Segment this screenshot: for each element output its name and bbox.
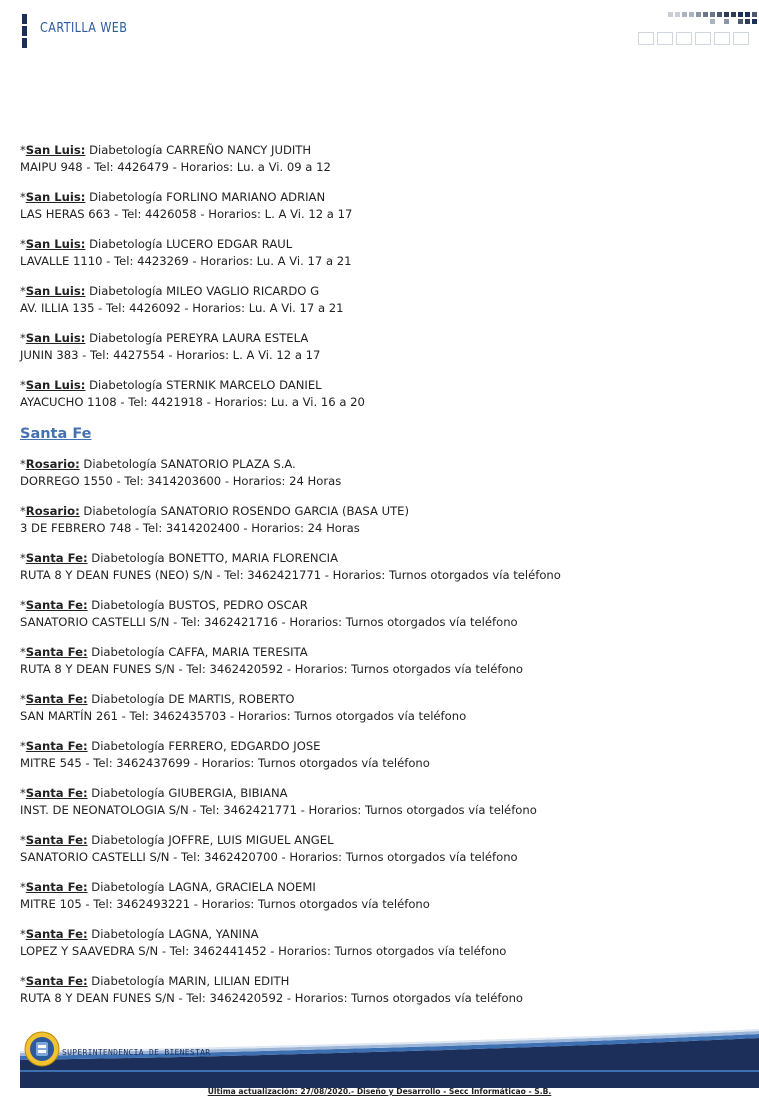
entry-city: Santa Fe: [25, 974, 88, 988]
entry-detail: LAS HERAS 663 - Tel: 4426058 - Horarios: L. A Vi. 12 a 17 [20, 207, 353, 221]
entry-city: San Luis: [25, 237, 86, 251]
entry-detail: LAVALLE 1110 - Tel: 4423269 - Horarios: Lu. A Vi. 17 a 21 [20, 254, 352, 268]
institution-seal-icon [24, 1031, 60, 1067]
entry-description: Diabetología PEREYRA LAURA ESTELA [89, 331, 309, 345]
header-accent-bar [22, 14, 27, 48]
directory-list [20, 142, 740, 1020]
list-item [20, 973, 740, 1007]
list-item [20, 142, 740, 176]
page-title: CARTILLA WEB [40, 21, 128, 36]
list-item [20, 377, 740, 411]
entry-description: Diabetología SANATORIO PLAZA S.A. [83, 457, 296, 471]
entry-detail: INST. DE NEONATOLOGIA S/N - Tel: 3462421771 - Horarios: Turnos otorgados vía teléfono [20, 803, 537, 817]
entry-city: San Luis: [25, 143, 86, 157]
entry-description: Diabetología LAGNA, YANINA [91, 927, 259, 941]
entry-heading: *Rosario: Diabetología SANATORIO ROSENDO GARCIA (BASA UTE) [20, 504, 409, 518]
list-item [20, 456, 740, 490]
footer-update-note: Última actualización: 27/08/2020.- Diseño y Desarrollo - Secc Informáticao - S.B. [207, 1087, 552, 1096]
entry-heading: *Santa Fe: Diabetología GIUBERGIA, BIBIANA [20, 786, 288, 800]
entry-heading: *San Luis: Diabetología LUCERO EDGAR RAUL [20, 237, 293, 251]
entry-city: San Luis: [25, 284, 86, 298]
list-item [20, 503, 740, 537]
entry-detail: JUNIN 383 - Tel: 4427554 - Horarios: L. A Vi. 12 a 17 [20, 348, 321, 362]
list-item [20, 550, 740, 584]
entry-detail: SAN MARTÍN 261 - Tel: 3462435703 - Horarios: Turnos otorgados vía teléfono [20, 709, 467, 723]
entry-heading: *Santa Fe: Diabetología CAFFA, MARIA TERESITA [20, 645, 308, 659]
entry-description: Diabetología GIUBERGIA, BIBIANA [91, 786, 288, 800]
entry-description: Diabetología JOFFRE, LUIS MIGUEL ANGEL [91, 833, 334, 847]
entry-detail: 3 DE FEBRERO 748 - Tel: 3414202400 - Horarios: 24 Horas [20, 521, 360, 535]
entry-city: Santa Fe: [25, 739, 88, 753]
header-pattern-logo [638, 12, 758, 46]
entry-detail: MITRE 545 - Tel: 3462437699 - Horarios: Turnos otorgados vía teléfono [20, 756, 430, 770]
list-item [20, 189, 740, 223]
list-item [20, 691, 740, 725]
entry-detail: MITRE 105 - Tel: 3462493221 - Horarios: Turnos otorgados vía teléfono [20, 897, 430, 911]
entry-description: Diabetología CAFFA, MARIA TERESITA [91, 645, 308, 659]
entry-detail: AV. ILLIA 135 - Tel: 4426092 - Horarios: Lu. A Vi. 17 a 21 [20, 301, 344, 315]
entry-detail: RUTA 8 Y DEAN FUNES S/N - Tel: 3462420592 - Horarios: Turnos otorgados vía teléfono [20, 662, 524, 676]
entry-heading: *Santa Fe: Diabetología MARIN, LILIAN EDITH [20, 974, 290, 988]
entry-heading: *San Luis: Diabetología PEREYRA LAURA ESTELA [20, 331, 309, 345]
footer-brand: SUPERINTENDENCIA DE BIENESTAR [62, 1048, 211, 1057]
entry-description: Diabetología LUCERO EDGAR RAUL [89, 237, 293, 251]
entry-description: Diabetología SANATORIO ROSENDO GARCIA (BASA UTE) [83, 504, 409, 518]
list-item [20, 597, 740, 631]
entry-description: Diabetología CARREÑO NANCY JUDITH [89, 143, 312, 157]
section-heading: Santa Fe [20, 426, 92, 442]
entry-description: Diabetología DE MARTIS, ROBERTO [91, 692, 295, 706]
entry-city: Santa Fe: [25, 833, 88, 847]
entry-heading: *Santa Fe: Diabetología LAGNA, YANINA [20, 927, 259, 941]
entry-heading: *Santa Fe: Diabetología JOFFRE, LUIS MIGUEL ANGEL [20, 833, 334, 847]
entry-detail: DORREGO 1550 - Tel: 3414203600 - Horarios: 24 Horas [20, 474, 342, 488]
entry-city: San Luis: [25, 331, 86, 345]
entry-heading: *Santa Fe: Diabetología DE MARTIS, ROBERTO [20, 692, 295, 706]
entry-heading: *Santa Fe: Diabetología BUSTOS, PEDRO OSCAR [20, 598, 308, 612]
entry-city: Rosario: [25, 457, 80, 471]
entry-city: San Luis: [25, 190, 86, 204]
entry-heading: *San Luis: Diabetología MILEO VAGLIO RICARDO G [20, 284, 320, 298]
entry-city: Santa Fe: [25, 645, 88, 659]
entry-city: Santa Fe: [25, 880, 88, 894]
entry-heading: *San Luis: Diabetología CARREÑO NANCY JUDITH [20, 143, 312, 157]
entry-description: Diabetología MILEO VAGLIO RICARDO G [89, 284, 320, 298]
list-item [20, 926, 740, 960]
entry-detail: SANATORIO CASTELLI S/N - Tel: 3462420700 - Horarios: Turnos otorgados vía teléfono [20, 850, 518, 864]
entry-city: Santa Fe: [25, 551, 88, 565]
list-item [20, 832, 740, 866]
entry-city: Santa Fe: [25, 692, 88, 706]
list-item [20, 738, 740, 772]
entry-detail: RUTA 8 Y DEAN FUNES S/N - Tel: 3462420592 - Horarios: Turnos otorgados vía teléfono [20, 991, 524, 1005]
entry-detail: MAIPU 948 - Tel: 4426479 - Horarios: Lu. a Vi. 09 a 12 [20, 160, 331, 174]
list-item [20, 236, 740, 270]
entry-detail: LOPEZ Y SAAVEDRA S/N - Tel: 3462441452 - Horarios: Turnos otorgados vía teléfono [20, 944, 507, 958]
entry-heading: *Rosario: Diabetología SANATORIO PLAZA S.A. [20, 457, 296, 471]
entry-detail: RUTA 8 Y DEAN FUNES (NEO) S/N - Tel: 3462421771 - Horarios: Turnos otorgados vía teléfono [20, 568, 561, 582]
entry-heading: *Santa Fe: Diabetología BONETTO, MARIA FLORENCIA [20, 551, 339, 565]
entry-heading: *Santa Fe: Diabetología LAGNA, GRACIELA NOEMI [20, 880, 316, 894]
list-item [20, 330, 740, 364]
entry-detail: AYACUCHO 1108 - Tel: 4421918 - Horarios: Lu. a Vi. 16 a 20 [20, 395, 365, 409]
entry-detail: SANATORIO CASTELLI S/N - Tel: 3462421716 - Horarios: Turnos otorgados vía teléfono [20, 615, 518, 629]
entry-city: Santa Fe: [25, 786, 88, 800]
list-item [20, 879, 740, 913]
entry-description: Diabetología FORLINO MARIANO ADRIAN [89, 190, 326, 204]
entry-description: Diabetología BONETTO, MARIA FLORENCIA [91, 551, 339, 565]
entry-city: San Luis: [25, 378, 86, 392]
list-item [20, 785, 740, 819]
entry-description: Diabetología LAGNA, GRACIELA NOEMI [91, 880, 316, 894]
entry-description: Diabetología STERNIK MARCELO DANIEL [89, 378, 322, 392]
list-item [20, 283, 740, 317]
entry-description: Diabetología FERRERO, EDGARDO JOSE [91, 739, 321, 753]
entry-heading: *Santa Fe: Diabetología FERRERO, EDGARDO JOSE [20, 739, 321, 753]
entry-city: Santa Fe: [25, 598, 88, 612]
entry-heading: *San Luis: Diabetología STERNIK MARCELO DANIEL [20, 378, 322, 392]
entry-heading: *San Luis: Diabetología FORLINO MARIANO ADRIAN [20, 190, 326, 204]
entry-city: Santa Fe: [25, 927, 88, 941]
list-item [20, 644, 740, 678]
entry-city: Rosario: [25, 504, 80, 518]
entry-description: Diabetología MARIN, LILIAN EDITH [91, 974, 290, 988]
entry-description: Diabetología BUSTOS, PEDRO OSCAR [91, 598, 308, 612]
footer-band [20, 1026, 759, 1088]
